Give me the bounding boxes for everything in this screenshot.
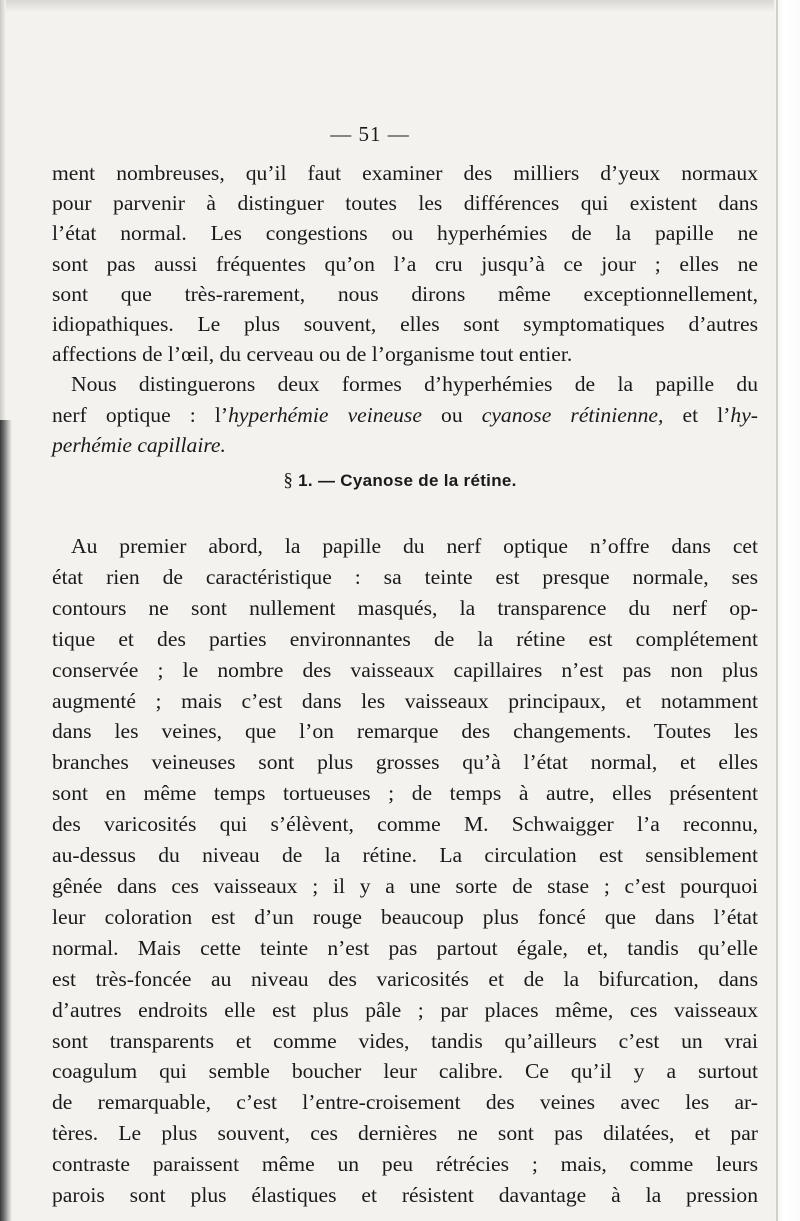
paragraph-3-line-1: Au premier abord, la papille du nerf optique n’offre dans cet [71, 534, 758, 558]
term-hyperhemie-veineuse: hyperhémie veineuse [228, 402, 422, 427]
scan-edge-right-line [776, 0, 778, 1221]
text-block-intro [52, 158, 758, 460]
paragraph-2-line-2 [52, 400, 758, 430]
paragraph-3-line-13: leur coloration est d’un rouge beaucoup plus foncé que dans l’état [52, 904, 758, 929]
paragraph-3-line-4: tique et des parties environnantes de la rétine est complétement [52, 626, 758, 651]
paragraph-3-line-20: tères. Le plus souvent, ces dernières ne sont pas dilatées, et par [52, 1121, 758, 1146]
paragraph-3-line-14: normal. Mais cette teinte n’est pas partout égale, et, tandis qu’elle [52, 935, 758, 960]
paragraph-3-line-3: contours ne sont nullement masqués, la transparence du nerf op- [52, 595, 758, 620]
paragraph-3-line-6: augmenté ; mais c’est dans les vaisseaux principaux, et notamment [52, 688, 758, 713]
paragraph-1-line-1: ment nombreuses, qu’il faut examiner des milliers d’yeux normaux [52, 161, 758, 185]
paragraph-3-line-8: branches veineuses sont plus grosses qu’à l’état normal, et elles [52, 750, 758, 775]
term-hyperhemie-capillaire-end: perhémie capillaire. [52, 432, 226, 457]
paragraph-3 [52, 531, 758, 1211]
paragraph-2-article-1: l’ [214, 402, 229, 427]
paragraph-1-line-3: l’état normal. Les congestions ou hyperhémies de la papille ne [52, 221, 758, 246]
paragraph-2-line-1: Nous distinguerons deux formes d’hyperhémies de la papille du [71, 372, 758, 397]
paragraph-2-article-2: l’ [717, 402, 731, 427]
paragraph-3-line-15: est très-foncée au niveau des varicosités et de la bifurcation, dans [52, 966, 758, 991]
paragraph-3-line-22: parois sont plus élastiques et résistent davantage à la pression [52, 1183, 758, 1208]
paragraph-3-line-10: des varicosités qui s’élèvent, comme M. Schwaigger l’a reconnu, [52, 812, 758, 837]
section-symbol: § [283, 470, 294, 491]
text-block-cyanose [52, 531, 758, 1211]
paragraph-3-line-5: conservée ; le nombre des vaisseaux capillaires n’est pas non plus [52, 657, 758, 682]
paragraph-2-connector-2: et [663, 402, 718, 427]
paragraph-1-line-5: sont que très-rarement, nous dirons même exceptionnellement, [52, 281, 758, 306]
paragraph-3-line-11: au-dessus du niveau de la rétine. La circulation est sensiblement [52, 843, 758, 868]
paragraph-3-line-18: coagulum qui semble boucher leur calibre. Ce qu’il y a surtout [52, 1059, 758, 1084]
paragraph-3-line-16: d’autres endroits elle est plus pâle ; par places même, ces vaisseaux [52, 997, 758, 1022]
paragraph-3-line-9: sont en même temps tortueuses ; de temps à autre, elles présentent [52, 781, 758, 806]
scan-edge-left-upper [0, 0, 6, 420]
section-heading [0, 470, 800, 492]
paragraph-1-line-4: sont pas aussi fréquentes qu’on l’a cru jusqu’à ce jour ; elles ne [52, 251, 758, 276]
paragraph-3-line-2: état rien de caractéristique : sa teinte est presque normale, ses [52, 564, 758, 589]
paragraph-3-line-7: dans les veines, que l’on remarque des changements. Toutes les [52, 719, 758, 744]
paragraph-1 [52, 158, 758, 369]
scan-edge-top [0, 0, 800, 12]
paragraph-1-line-6: idiopathiques. Le plus souvent, elles sont symptomatiques d’autres [52, 312, 758, 337]
section-title: 1. — Cyanose de la rétine. [293, 471, 517, 490]
term-cyanose-retinienne: cyanose rétinienne, [481, 402, 664, 427]
paragraph-2-connector: ou [421, 402, 482, 427]
paragraph-1-line-7: affections de l’œil, du cerveau ou de l’organisme tout entier. [52, 342, 573, 367]
paragraph-3-line-12: gênée dans ces vaisseaux ; il y a une sorte de stase ; c’est pourquoi [52, 873, 758, 898]
paragraph-2 [52, 369, 758, 460]
term-hyperhemie-capillaire-start: hy- [730, 402, 758, 427]
paragraph-3-line-17: sont transparents et comme vides, tandis qu’ailleurs c’est un vrai [52, 1028, 758, 1053]
scan-edge-left [0, 420, 12, 1221]
paragraph-3-line-21: contraste paraissent même un peu rétrécies ; mais, comme leurs [52, 1152, 758, 1177]
page-number: — 51 — [330, 122, 410, 146]
paragraph-1-line-2: pour parvenir à distinguer toutes les différences qui existent dans [52, 191, 758, 216]
paragraph-3-line-19: de remarquable, c’est l’entre-croisement des veines avec les ar- [52, 1090, 758, 1115]
paragraph-2-prefix: nerf optique : [52, 402, 215, 427]
